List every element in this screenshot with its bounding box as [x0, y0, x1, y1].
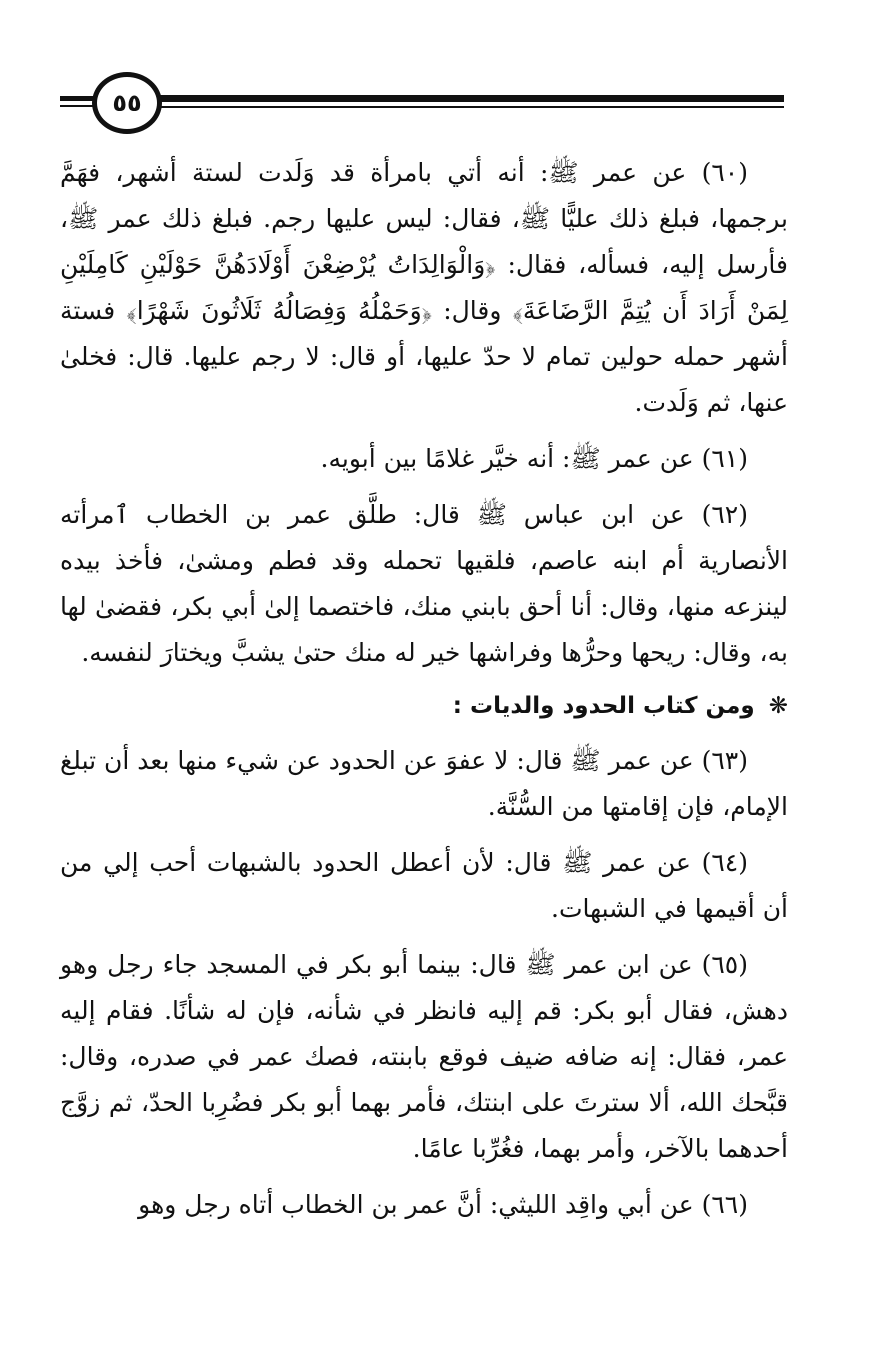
- paragraph-64: (٦٤) عن عمر ﷺ قال: لأن أعطل الحدود بالشبهات أحب إلي من أن أقيمها في الشبهات.: [60, 848, 788, 923]
- paragraph-60: (٦٠) عن عمر ﷺ: أنه أتي بامرأة قد وَلَدت لستة أشهر، فهَمَّ برجمها، فبلغ ذلك عليًّا ﷺ، فقال: ليس عليها رجم. فبلغ ذلك عمر ﷺ، فأرسل إليه، فسأله، فقال: ﴿وَالْوَالِدَاتُ يُرْضِعْنَ أَوْلَادَهُنَّ حَوْلَيْنِ كَامِلَيْنِ لِمَنْ أَرَادَ أَن يُتِمَّ الرَّضَاعَةَ﴾ وقال: ﴿وَحَمْلُهُ وَفِصَالُهُ ثَلَاثُونَ شَهْرًا﴾ فستة أشهر حمله حولين تمام لا حدّ عليها، أو قال: لا رجم عليها. قال: فخلىٰ عنها، ثم وَلَدت.: [60, 158, 788, 417]
- page-number: ٥٥: [92, 72, 162, 134]
- section-heading: [60, 686, 788, 726]
- paragraph-65: (٦٥) عن ابن عمر ﷺ قال: بينما أبو بكر في المسجد جاء رجل وهو دهش، فقال أبو بكر: قم إليه فانظر في شأنه، فإن له شأنًا. فقام إليه عمر، فقال: إنه ضافه ضيف فوقع بابنته، فصك عمر في صدره، وقال: قبَّحك الله، ألا سترتَ على ابنتك، فأمر بهما أبو بكر فضُرِبا الحدّ، ثم زوَّج أحدهما بالآخر، وأمر بهما، فغُرِّبا عامًا.: [60, 950, 788, 1163]
- header-rule-thick: [160, 95, 784, 102]
- page-body: [60, 150, 788, 1238]
- star-icon: ❋: [768, 693, 788, 719]
- page-header: [0, 0, 873, 150]
- paragraph-61: (٦١) عن عمر ﷺ: أنه خيَّر غلامًا بين أبويه.: [320, 444, 748, 473]
- header-rule-thin: [160, 106, 784, 108]
- paragraph-63: (٦٣) عن عمر ﷺ قال: لا عفوَ عن الحدود عن شيء منها بعد أن تبلغ الإمام، فإن إقامتها من السُّنَّة.: [60, 746, 788, 821]
- paragraph-62: (٦٢) عن ابن عباس ﷺ قال: طلَّق عمر بن الخطاب ٱمرأته الأنصارية أم ابنه عاصم، فلقيها تحمله وقد فطم ومشىٰ، فأخذ بيده لينزعه منها، وقال: أنا أحق بابني منك، فاختصما إلىٰ أبي بكر، فقضىٰ لها به، وقال: ريحها وحرُّها وفراشها خير له منك حتىٰ يشبَّ ويختارَ لنفسه.: [60, 500, 788, 667]
- paragraph-66: (٦٦) عن أبي واقِد الليثي: أنَّ عمر بن الخطاب أتاه رجل وهو: [138, 1190, 748, 1219]
- section-heading-text: ومن كتاب الحدود والديات :: [452, 693, 755, 719]
